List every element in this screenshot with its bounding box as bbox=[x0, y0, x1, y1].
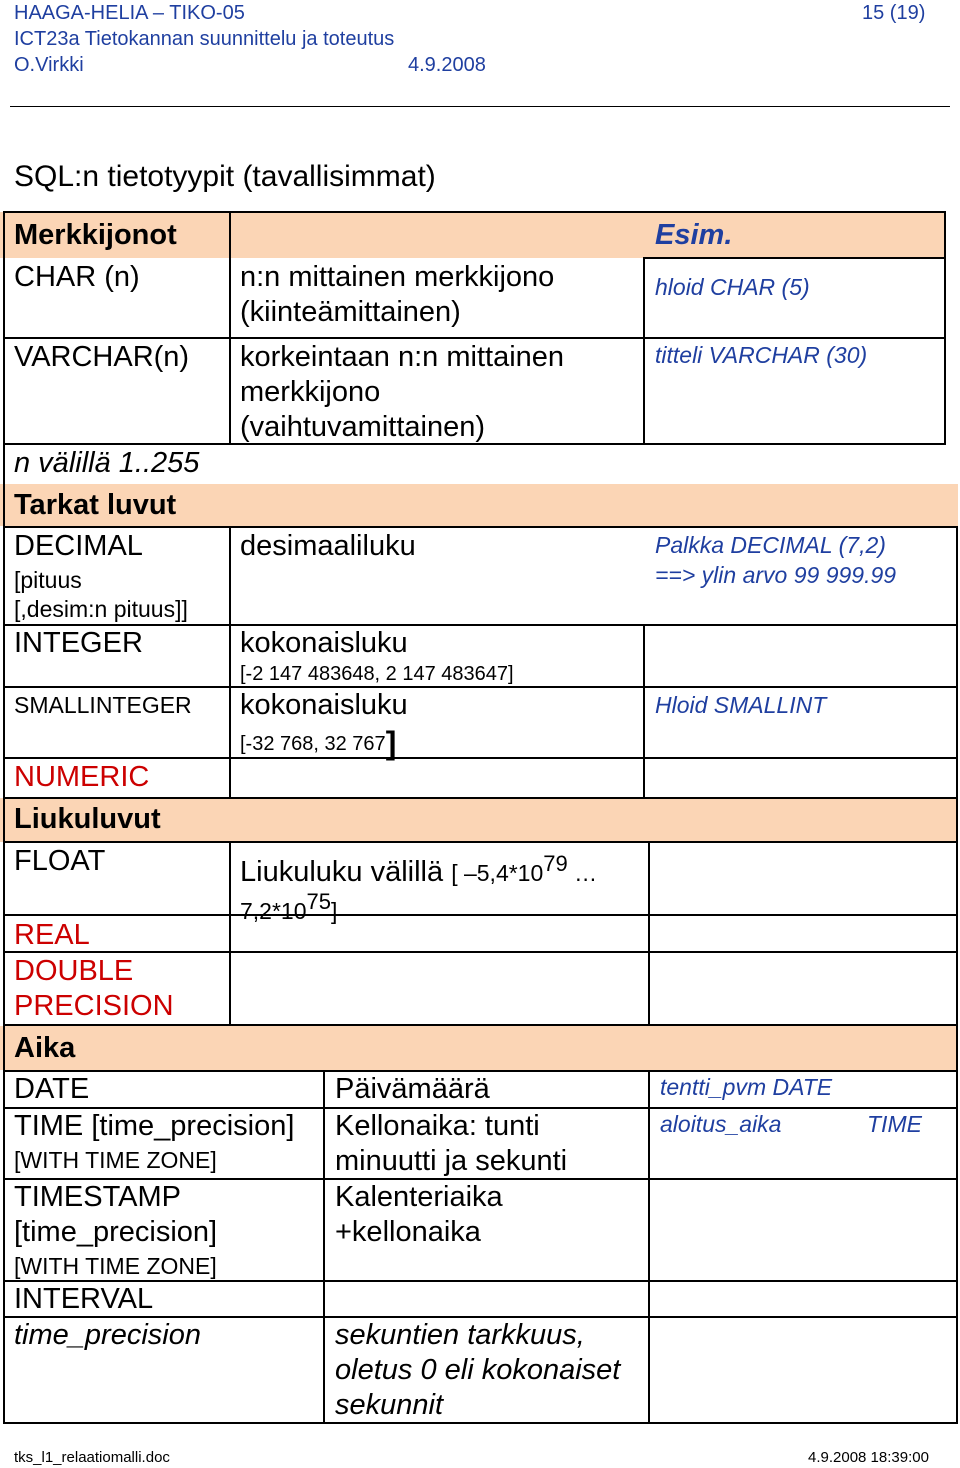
type-char: CHAR (n) bbox=[14, 261, 140, 293]
desc-smallinteger: kokonaisluku bbox=[240, 689, 408, 721]
type-varchar: VARCHAR(n) bbox=[14, 341, 190, 373]
header-org: HAAGA-HELIA – TIKO-05 bbox=[14, 2, 245, 24]
time-sub: [WITH TIME ZONE] bbox=[14, 1147, 217, 1173]
type-smallinteger: SMALLINTEGER bbox=[14, 692, 192, 718]
section-heading-aika: Aika bbox=[14, 1032, 76, 1064]
type-time: TIME [time_precision] bbox=[14, 1110, 295, 1142]
term-time-precision: time_precision bbox=[14, 1319, 201, 1351]
decimal-sub-1: [pituus bbox=[14, 567, 82, 593]
desc-date: Päivämäärä bbox=[335, 1073, 490, 1105]
type-decimal: DECIMAL bbox=[14, 530, 143, 562]
header-date: 4.9.2008 bbox=[408, 54, 486, 76]
section-heading-merkkijonot: Merkkijonot bbox=[14, 219, 177, 251]
desc-precision-2: oletus 0 eli kokonaiset bbox=[335, 1354, 621, 1386]
example-smallint: Hloid SMALLINT bbox=[655, 692, 827, 718]
header-author: O.Virkki bbox=[14, 54, 84, 76]
type-numeric: NUMERIC bbox=[14, 761, 150, 793]
desc-integer: kokonaisluku bbox=[240, 627, 408, 659]
desc-decimal: desimaaliluku bbox=[240, 530, 416, 562]
integer-range: [-2 147 483648, 2 147 483647] bbox=[240, 663, 514, 685]
desc-timestamp-2: +kellonaika bbox=[335, 1216, 481, 1248]
desc-float: Liukuluku välillä [ $-5,4*10^{79}$ … bbox=[240, 851, 598, 888]
type-timestamp-2: [time_precision] bbox=[14, 1216, 218, 1248]
type-float: FLOAT bbox=[14, 845, 106, 877]
type-double-1: DOUBLE bbox=[14, 955, 134, 987]
desc-char-2: (kiinteämittainen) bbox=[240, 296, 461, 328]
example-heading: Esim. bbox=[655, 219, 733, 251]
example-char: hloid CHAR (5) bbox=[655, 274, 810, 300]
desc-time-2: minuutti ja sekunti bbox=[335, 1145, 568, 1177]
band-aika bbox=[0, 1026, 958, 1070]
desc-varchar-2: merkkijono bbox=[240, 376, 381, 408]
example-varchar: titteli VARCHAR (30) bbox=[655, 342, 868, 368]
example-date: tentti_pvm DATE bbox=[660, 1074, 833, 1100]
footer-filename: tks_l1_relaatiomalli.doc bbox=[14, 1449, 170, 1466]
float-range-end: $7,2*10^{75}$] bbox=[240, 889, 338, 924]
example-decimal-1: Palkka DECIMAL (7,2) bbox=[655, 532, 886, 558]
type-timestamp-1: TIMESTAMP bbox=[14, 1181, 182, 1213]
example-time-1: aloitus_aika bbox=[660, 1111, 782, 1137]
header-rule bbox=[10, 106, 950, 107]
desc-precision-1: sekuntien tarkkuus, bbox=[335, 1319, 585, 1351]
decimal-sub-2: [,desim:n pituus]] bbox=[14, 596, 188, 622]
type-double-2: PRECISION bbox=[14, 990, 174, 1022]
desc-precision-3: sekunnit bbox=[335, 1389, 444, 1421]
range-note: n välillä 1..255 bbox=[14, 447, 200, 479]
smallinteger-range: [-32 768, 32 767] bbox=[240, 725, 397, 761]
type-integer: INTEGER bbox=[14, 627, 143, 659]
desc-varchar-3: (vaihtuvamittainen) bbox=[240, 411, 485, 443]
type-interval: INTERVAL bbox=[14, 1283, 154, 1315]
example-time-2: TIME bbox=[867, 1111, 922, 1137]
section-heading-liukuluvut: Liukuluvut bbox=[14, 803, 161, 835]
type-date: DATE bbox=[14, 1073, 90, 1105]
header-course: ICT23a Tietokannan suunnittelu ja toteutus bbox=[14, 28, 395, 50]
page-title: SQL:n tietotyypit (tavallisimmat) bbox=[14, 160, 436, 193]
timestamp-sub: [WITH TIME ZONE] bbox=[14, 1253, 217, 1279]
section-heading-tarkat: Tarkat luvut bbox=[14, 489, 177, 521]
example-decimal-2: ==> ylin arvo 99 999.99 bbox=[655, 562, 897, 588]
desc-varchar-1: korkeintaan n:n mittainen bbox=[240, 341, 565, 373]
header-page-number: 15 (19) bbox=[862, 2, 926, 24]
desc-char-1: n:n mittainen merkkijono bbox=[240, 261, 555, 293]
type-real: REAL bbox=[14, 919, 90, 951]
desc-time-1: Kellonaika: tunti bbox=[335, 1110, 540, 1142]
desc-timestamp-1: Kalenteriaika bbox=[335, 1181, 503, 1213]
footer-printed-date: 4.9.2008 18:39:00 bbox=[808, 1449, 929, 1466]
